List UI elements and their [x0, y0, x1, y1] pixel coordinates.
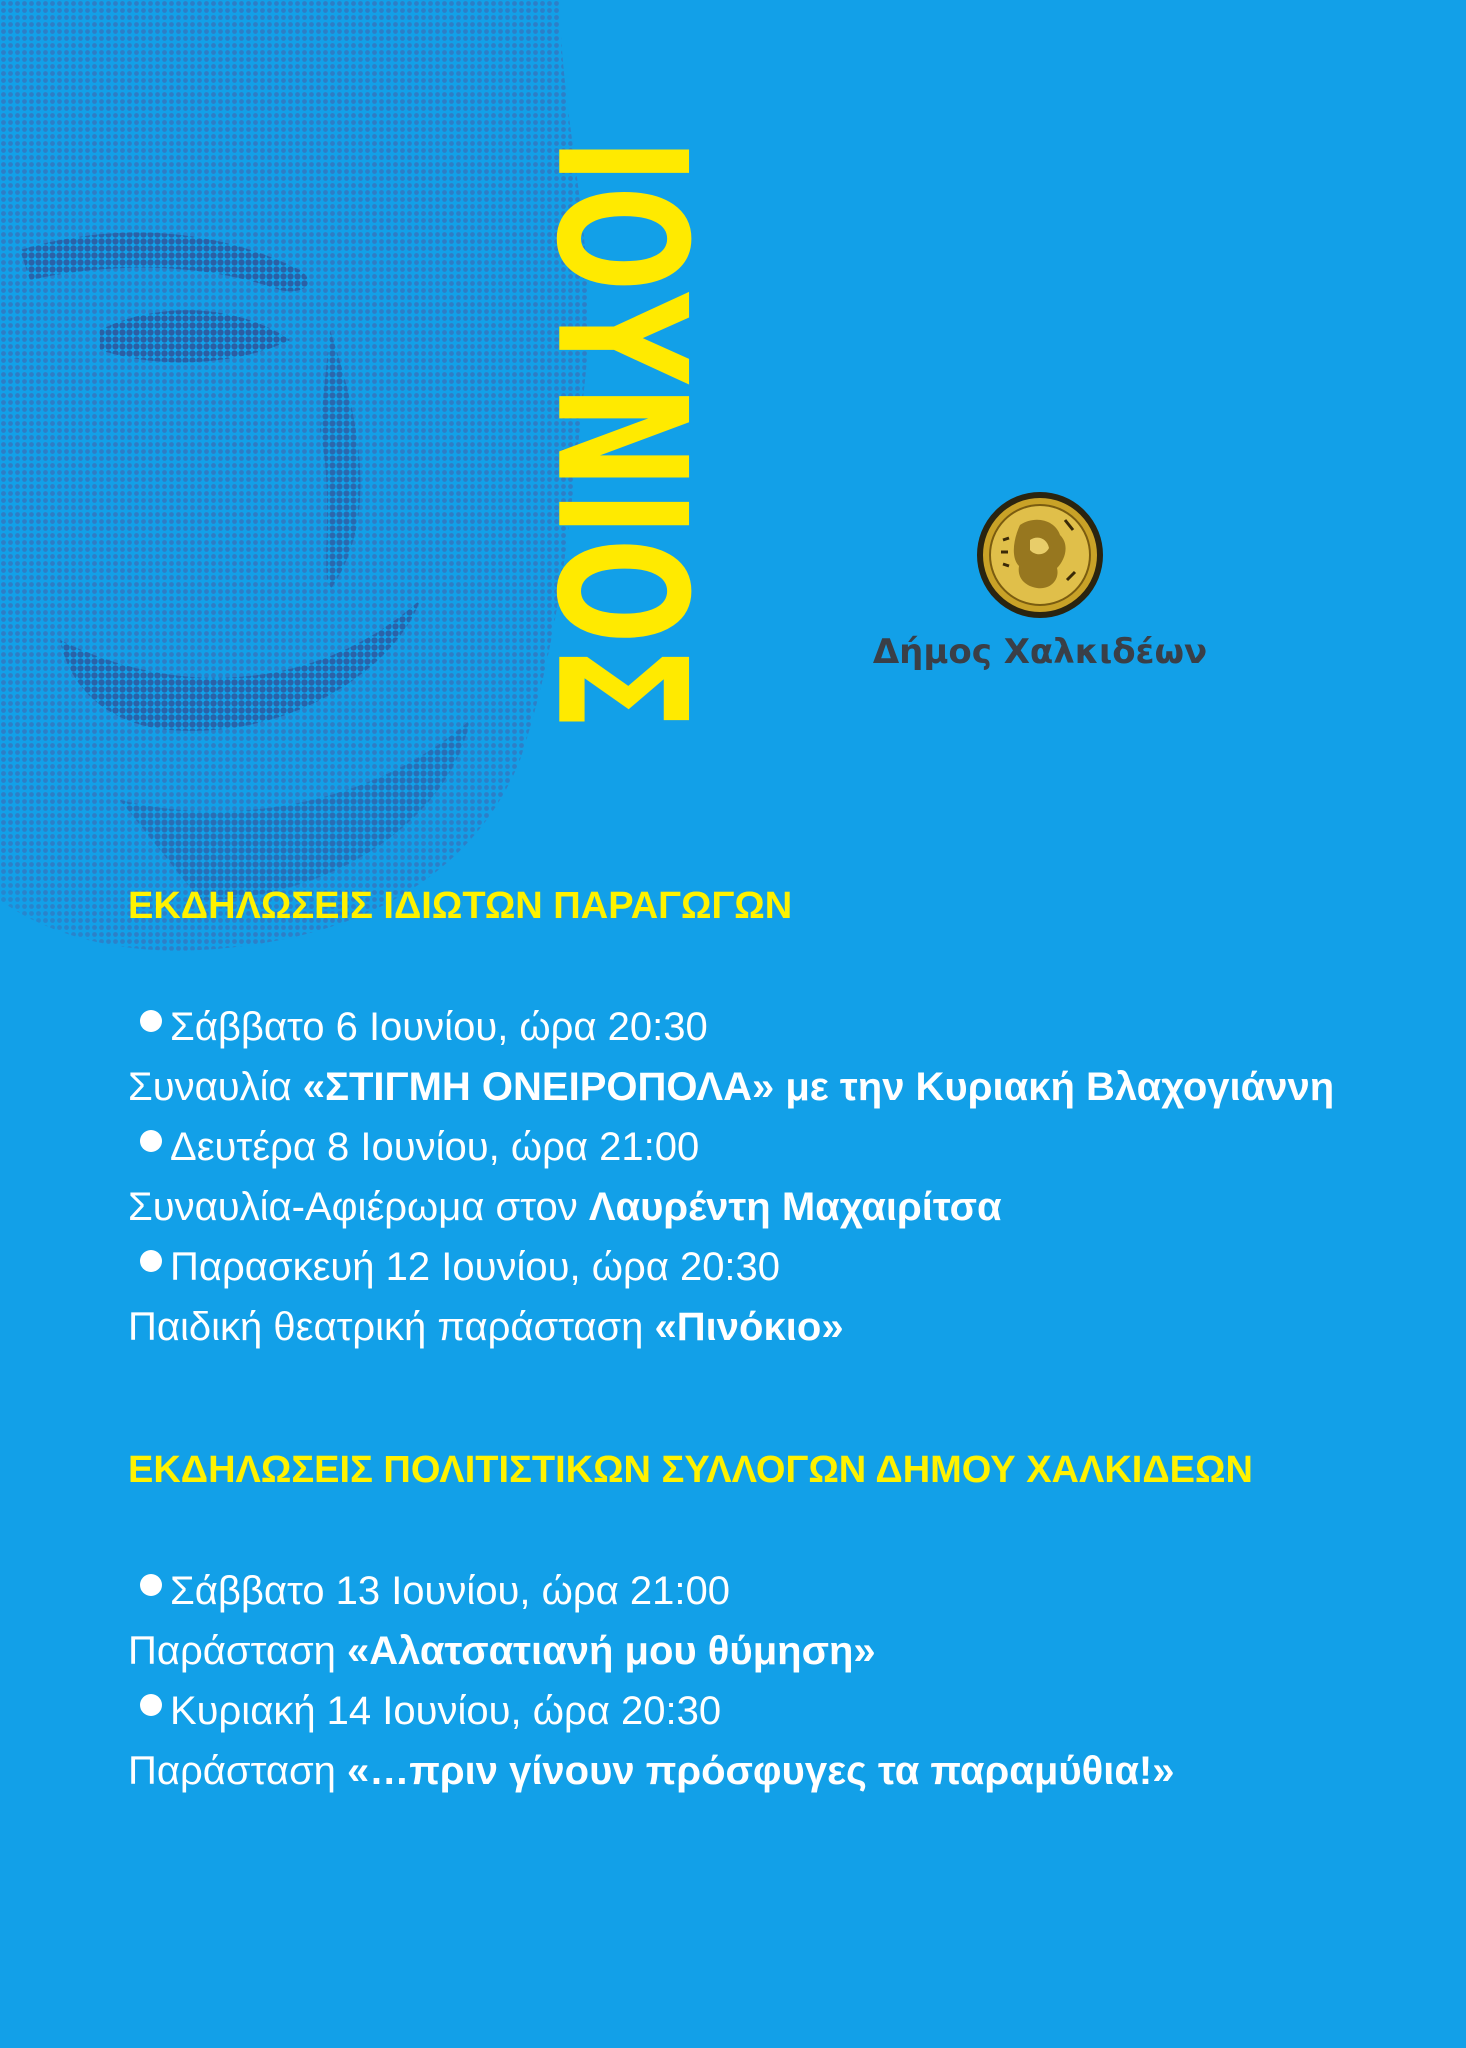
vertical-title-container [470, 138, 770, 732]
event-date-row [128, 1241, 1428, 1293]
event-item [128, 1001, 1428, 1113]
event-description [128, 1745, 1428, 1797]
event-desc-bold: «ΣΤΙΓΜΗ ΟΝΕΙΡΟΠΟΛΑ» με την Κυριακή Βλαχογιάννη [302, 1065, 1335, 1109]
municipality-logo-block [860, 490, 1220, 672]
event-item [128, 1685, 1428, 1797]
bullet-icon [140, 1574, 162, 1596]
event-item [128, 1121, 1428, 1233]
event-desc-plain: Συναυλία [128, 1065, 303, 1109]
municipality-name: Δήμος Χαλκιδέων [872, 632, 1208, 672]
event-desc-plain: Παράσταση [128, 1629, 347, 1673]
event-item [128, 1241, 1428, 1353]
event-date-row [128, 1565, 1428, 1617]
event-desc-bold: «Πινόκιο» [654, 1305, 844, 1349]
bullet-icon [140, 1130, 162, 1152]
bullet-icon [140, 1250, 162, 1272]
ancient-coin-logo-icon [975, 490, 1105, 620]
event-description [128, 1181, 1428, 1233]
event-desc-bold: «…πριν γίνουν πρόσφυγες τα παραμύθια!» [346, 1749, 1175, 1793]
event-date-row [128, 1685, 1428, 1737]
event-item [128, 1565, 1428, 1677]
event-date: Κυριακή 14 Ιουνίου, ώρα 20:30 [170, 1688, 722, 1733]
event-date: Δευτέρα 8 Ιουνίου, ώρα 21:00 [170, 1124, 700, 1169]
event-desc-plain: Παιδική θεατρική παράσταση [128, 1305, 655, 1349]
event-desc-plain: Παράσταση [128, 1749, 347, 1793]
bullet-icon [140, 1694, 162, 1716]
bullet-icon [140, 1010, 162, 1032]
event-date-row [128, 1121, 1428, 1173]
event-date-row [128, 1001, 1428, 1053]
vertical-month-title: ΙΟΥΝΙΟΣ [517, 138, 724, 732]
event-desc-bold: «Αλατσατιανή μου θύμηση» [346, 1629, 876, 1673]
event-desc-bold: Λαυρέντη Μαχαιρίτσα [588, 1185, 1002, 1229]
event-date: Σάββατο 6 Ιουνίου, ώρα 20:30 [170, 1004, 708, 1049]
event-description [128, 1625, 1428, 1677]
event-desc-plain: Συναυλία-Αφιέρωμα στον [128, 1185, 589, 1229]
event-date: Σάββατο 13 Ιουνίου, ώρα 21:00 [170, 1568, 730, 1613]
event-date: Παρασκευή 12 Ιουνίου, ώρα 20:30 [170, 1244, 781, 1289]
event-description [128, 1061, 1428, 1113]
section-heading-cultural: ΕΚΔΗΛΩΣΕΙΣ ΠΟΛΙΤΙΣΤΙΚΩΝ ΣΥΛΛΟΓΩΝ ΔΗΜΟΥ ΧΑΛΚΙΔΕΩΝ [128, 1449, 1253, 1491]
section-heading-private: ΕΚΔΗΛΩΣΕΙΣ ΙΔΙΩΤΩΝ ΠΑΡΑΓΩΓΩΝ [128, 885, 793, 927]
event-description [128, 1301, 1428, 1353]
